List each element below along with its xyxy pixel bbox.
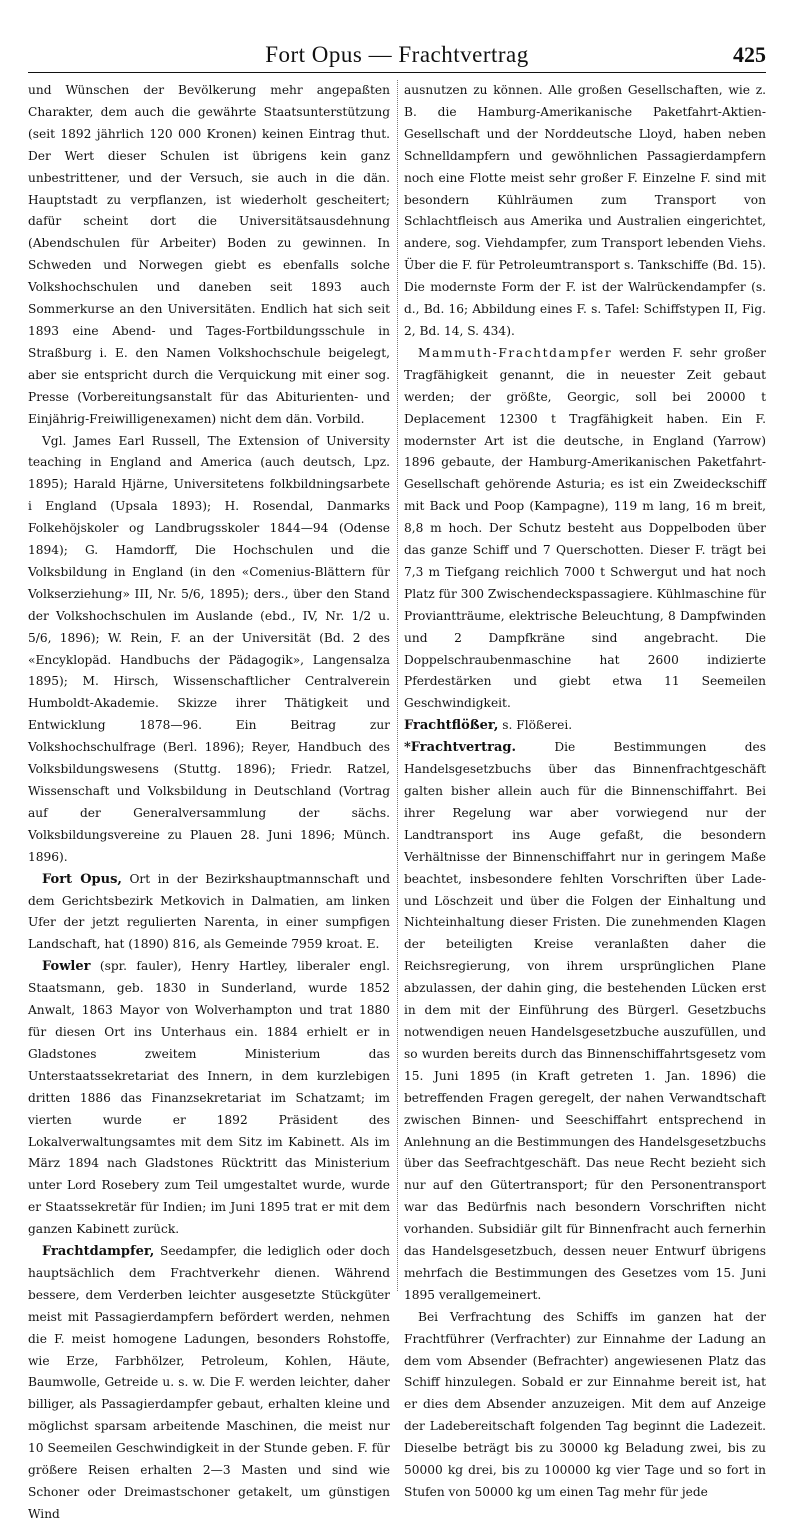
- lemma-fort-opus: Fort Opus,: [42, 871, 122, 887]
- entry-text-fowler: (spr. fauler), Henry Hartley, liberaler engl. Staatsmann, geb. 1830 in Sunderland, wurde 1852 Anwalt, 1863 Mayor von Wolverhampton und trat 1880 für diesen Ort ins Unterhaus ein. 1884 erhielt er in Gladstones zweitem Ministerium das Unterstaatssekretariat des Innern, in dem kurzlebigen dritten 1886 das Finanzsekretariat im Schatzamt; im vierten wurde er 1892 Präsident des Lokalverwaltungsamtes mit dem Sitz im Kabinett. Als im März 1894 nach Gladstones Rücktritt das Ministerium unter Lord Rosebery zum Teil umgestaltet wurde, wurde er Staatssekretär für Indien; im Juni 1895 trat er mit dem ganzen Kabinett zurück.: [28, 959, 390, 1237]
- lemma-fowler: Fowler: [42, 959, 91, 975]
- left-column: [28, 80, 391, 1521]
- entry-frachtfloesser: [404, 715, 766, 737]
- paragraph-volkshochschule-end: und Wünschen der Bevölkerung mehr angepaßten Charakter, dem auch die gewährte Staatsunterstützung (seit 1892 jährlich 120 000 Kronen) keinen Eintrag thut. Der Wert dieser Schulen ist übrigens kein ganz unbestrittener, und der Versuch, sie auch in die dän. Hauptstadt zu verpflanzen, ist wiederholt gescheitert; dafür scheint dort die Universitätsausdehnung (Abendschulen für Arbeiter) Boden zu gewinnen. In Schweden und Norwegen giebt es ebenfalls solche Volkshochschulen und daneben seit 1893 auch Sommerkurse an den Universitäten. Endlich hat sich seit 1893 eine Abend- und Tages-Fortbildungsschule in Straßburg i. E. den Namen Volkshochschule beigelegt, aber sie entspricht durch die Verquickung mit einer sog. Presse (Vorbereitungsanstalt für das Abiturienten- und Einjährig-Freiwilligenexamen) nicht dem dän. Vorbild.: [28, 83, 390, 426]
- text-columns: [28, 80, 766, 1521]
- entry-text-fort-opus: Ort in der Bezirkshauptmannschaft und dem Gerichtsbezirk Metkovich in Dalmatien, am linken Ufer der jetzt regulierten Narenta, in einer sumpfigen Landschaft, hat (1890) 816, als Gemeinde 7959 kroat. E.: [28, 871, 391, 952]
- lemma-frachtdampfer: Frachtdampfer,: [42, 1244, 155, 1260]
- paragraph-text-mammuth: werden F. sehr großer Tragfähigkeit genannt, die in neuester Zeit gebaut werden; der größte, Georgic, soll bei 20000 t Deplacement 12300 t Tragfähigkeit haben. Ein F. modernster Art ist die deutsche, in England (Yarrow) 1896 gebaute, der Hamburg-Amerikanischen Paketfahrt-Gesellschaft gehörende Asturia; es ist ein Zweideckschiff mit Back und Poop (Kampagne), 119 m lang, 16 m breit, 8,8 m hoch. Der Schutz besteht aus Doppelboden über das ganze Schiff und 7 Querschotten. Dieser F. trägt bei 7,3 m Tiefgang reichlich 7000 t Schwergut und hat noch Platz für 300 Zwischendeckspassagiere. Kühlmaschine für Proviantträume, elektrische Beleuchtung, 8 Dampfwinden und 2 Dampfkräne sind angebracht. Die Doppelschraubenmaschine hat 2600 indizierte Pferdestärken und giebt etwa 11 Seemeilen Geschwindigkeit.: [404, 345, 766, 711]
- entry-fort-opus: [28, 869, 390, 957]
- entry-frachtvertrag: [404, 737, 766, 1307]
- lemma-frachtvertrag: *Frachtvertrag.: [404, 740, 517, 756]
- entry-text-frachtfloesser: s. Flößerei.: [502, 718, 573, 733]
- entry-text-frachtdampfer: Seedampfer, die lediglich oder doch hauptsächlich dem Frachtverkehr dienen. Während bessere, dem Verderben leichter ausgesetzte Stückgüter meist mit Passagierdampfern befördert werden, nehmen die F. meist homogene Ladungen, besonders Rohstoffe, wie Erze, Farbhölzer, Petroleum, Kohlen, Häute, Baumwolle, Getreide u. s. w. Die F. werden leichter, daher billiger, als Passagierdampfer gebaut, erhalten kleine und möglichst sparsam arbeitende Maschinen, die meist nur 10 Seemeilen Geschwindigkeit in der Stunde geben. F. für größere Reisen erhalten 2—3 Masten und sind wie Schoner oder Dreimastschoner getakelt, um günstigen Wind: [28, 1244, 390, 1521]
- entry-fowler: [28, 956, 390, 1241]
- right-column: [404, 80, 766, 1499]
- paragraph-frachtdampfer-continued: ausnutzen zu können. Alle großen Gesellschaften, wie z. B. die Hamburg-Amerikanische Paketfahrt-Aktien-Gesellschaft und der Norddeutsche Lloyd, haben neben Schnelldampfern und gewöhnlichen Passagierdampfern noch eine Flotte meist sehr großer F. Einzelne F. sind mit besondern Kühlräumen zum Transport von Schlachtfleisch aus Amerika und Australien eingerichtet, andere, sog. Viehdampfer, zum Transport lebenden Viehs. Über die F. für Petroleumtransport s. Tankschiffe (Bd. 15). Die modernste Form der F. ist der Walrückendampfer (s. d., Bd. 16; Abbildung eines F. s. Tafel: Schiffstypen II, Fig. 2, Bd. 14, S. 434).: [404, 83, 766, 338]
- running-head: Fort Opus — Frachtvertrag: [265, 42, 529, 67]
- paragraph-mammuth-frachtdampfer: [404, 343, 766, 715]
- spaced-term-mammuth: Mammuth-Frachtdampfer: [418, 345, 613, 360]
- entry-text-frachtvertrag: Die Bestimmungen des Handelsgesetzbuchs über das Binnenfrachtgeschäft galten bisher allein auch für die Binnenschiffahrt. Bei ihrer Regelung war aber vorwiegend nur der Landtransport ins Auge gefaßt, die besondern Verhältnisse der Binnenschiffahrt nur in geringem Maße beachtet, insbesondere fehlten Vorschriften über Lade- und Löschzeit und über die Folgen der Einhaltung und Nichteinhaltung dieser Fristen. Die zunehmenden Klagen der beteiligten Kreise veranlaßten daher die Reichsregierung, von ihrem ursprünglichen Plane abzulassen, der dahin ging, die bestehenden Lücken erst in dem mit der Einführung des Bürgerl. Gesetzbuchs notwendigen neuen Handelsgesetzbuche auszufüllen, und so wurden bereits durch das Binnenschiffahrtsgesetz vom 15. Juni 1895 (in Kraft getreten 1. Jan. 1896) die betreffenden Fragen geregelt, der nahen Verwandtschaft zwischen Binnen- und Seeschiffahrt entsprechend in Anlehnung an die Bestimmungen des Handelsgesetzbuchs über das Seefrachtgeschäft. Das neue Recht bezieht sich nur auf den Gütertransport; für den Personentransport war das Bedürfnis nach besondern Vorschriften nicht vorhanden. Subsidiär gilt für Binnenfracht auch fernerhin das Handelsgesetzbuch, dessen neuer Entwurf übrigens mehrfach die Bestimmungen des Gesetzes vom 15. Juni 1895 verallgemeinert.: [404, 740, 766, 1302]
- entry-frachtdampfer: [28, 1241, 390, 1526]
- paragraph-verfrachtung: Bei Verfrachtung des Schiffs im ganzen hat der Frachtführer (Verfrachter) zur Einnahme der Ladung an dem vom Absender (Befrachter) angewiesenen Platz das Schiff hinzulegen. Sobald er zur Einnahme bereit ist, hat er dies dem Absender anzuzeigen. Mit dem auf Anzeige der Ladebereitschaft folgenden Tag beginnt die Ladezeit. Dieselbe beträgt bis zu 30000 kg Beladung zwei, bis zu 50000 kg drei, bis zu 100000 kg vier Tage und so fort in Stufen von 50000 kg um einen Tag mehr für jede: [404, 1309, 766, 1499]
- paragraph-bibliography: Vgl. James Earl Russell, The Extension of University teaching in England and America (auch deutsch, Lpz. 1895); Harald Hjärne, Universitetens folkbildningsarbete i England (Upsala 1893); H. Rosendal, Danmarks Folkehöjskoler og Landbrugsskoler 1844—94 (Odense 1894); G. Hamdorff, Die Hochschulen und die Volksbildung in England (in den «Comenius-Blättern für Volkserziehung» III, Nr. 5/6, 1895); ders., über den Stand der Volkshochschulen im Auslande (ebd., IV, Nr. 1/2 u. 5/6, 1896); W. Rein, F. an der Universität (Bd. 2 des «Encyklopäd. Handbuchs der Pädagogik», Langensalza 1895); M. Hirsch, Wissenschaftlicher Centralverein Humboldt-Akademie. Skizze ihrer Thätigkeit und Entwicklung 1878—96. Ein Beitrag zur Volkshochschulfrage (Berl. 1896); Reyer, Handbuch des Volksbildungswesens (Stuttg. 1896); Friedr. Ratzel, Wissenschaft und Volksbildung in Deutschland (Vortrag auf der Generalversammlung der sächs. Volksbildungsvereine zu Plauen 28. Juni 1896; Münch. 1896).: [28, 433, 390, 864]
- column-divider: [397, 80, 398, 1291]
- page-header: [28, 36, 766, 73]
- page-number: 425: [733, 42, 766, 67]
- lemma-frachtfloesser: Frachtflößer,: [404, 718, 499, 734]
